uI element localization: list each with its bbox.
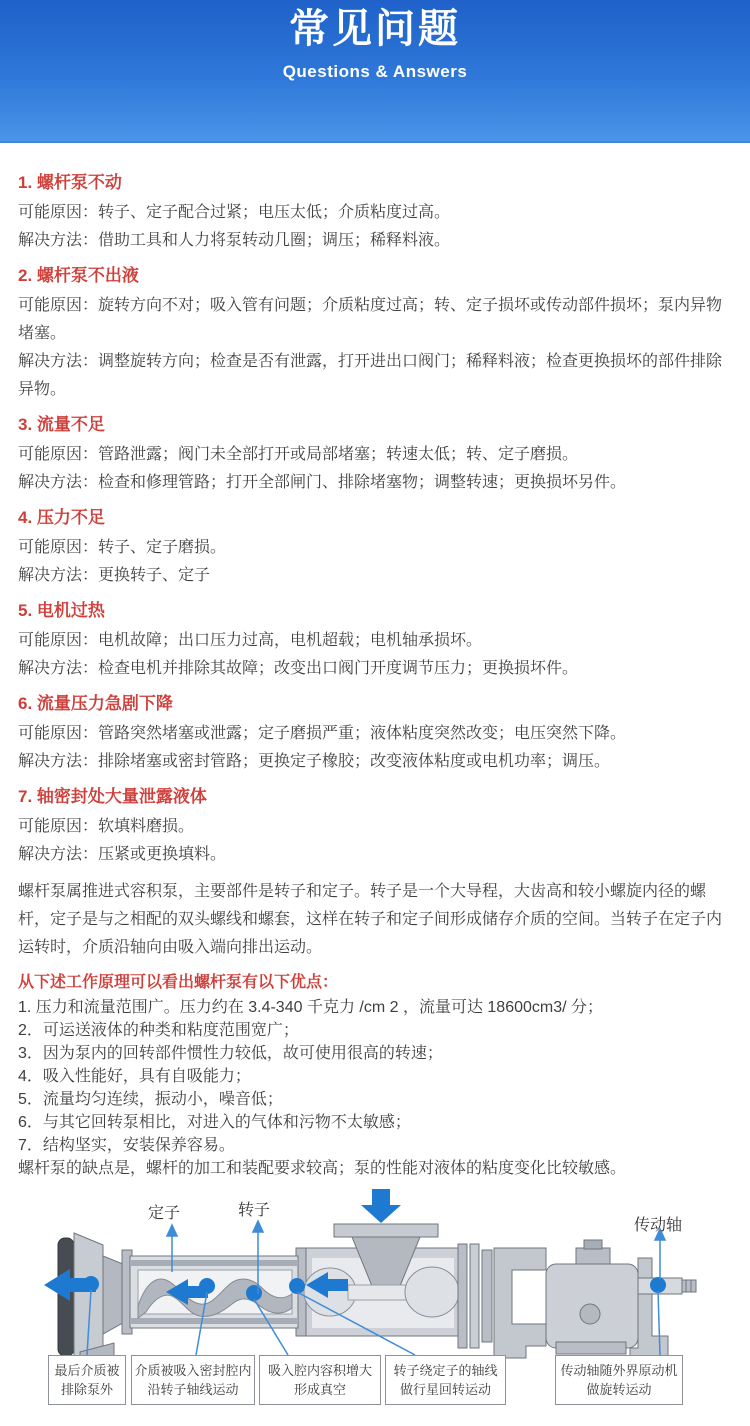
page-title: 常见问题 — [289, 7, 461, 51]
faq-heading: 5. 电机过热 — [18, 601, 105, 620]
advantage-item: 6．与其它回转泵相比，对进入的气体和污物不太敏感； — [18, 1114, 411, 1131]
drive-housing — [546, 1240, 668, 1356]
faq-cause: 可能原因：电机故障；出口压力过高，电机超载；电机轴承损坏。 — [18, 632, 483, 649]
advantages-block — [18, 972, 732, 1180]
advantages-drawback: 螺杆泵的缺点是，螺杆的加工和装配要求较高；泵的性能对液体的粘度变化比较敏感。 — [18, 1160, 627, 1177]
callout-line: 最后介质被 — [54, 1363, 120, 1378]
faq-section-4 — [18, 506, 732, 590]
advantages-heading: 从下述工作原理可以看出螺杆泵有以下优点： — [18, 974, 339, 991]
faq-section-6 — [18, 692, 732, 776]
page-header — [0, 0, 750, 143]
label-rotor: 转子 — [238, 1202, 271, 1219]
advantage-item: 4．吸入性能好，具有自吸能力； — [18, 1068, 251, 1085]
bearing-bracket — [458, 1244, 546, 1358]
faq-cause: 可能原因：转子、定子磨损。 — [18, 539, 227, 556]
faq-cause: 可能原因：转子、定子配合过紧；电压太低；介质粘度过高。 — [18, 204, 451, 221]
drive-shaft — [638, 1278, 696, 1294]
callout-drive-rotation — [555, 1355, 683, 1405]
advantage-item: 3．因为泵内的回转部件惯性力较低，故可使用很高的转速； — [18, 1045, 443, 1062]
callout-line: 介质被吸入密封腔内 — [134, 1363, 252, 1378]
faq-cause: 可能原因：管路突然堵塞或泄露；定子磨损严重；液体粘度突然改变；电压突然下降。 — [18, 725, 627, 742]
faq-solution: 解决方法：检查和修理管路；打开全部闸门、排除堵塞物；调整转速；更换损坏另件。 — [18, 474, 627, 491]
faq-solution: 解决方法：借助工具和人力将泵转动几圈；调压；稀释料液。 — [18, 232, 451, 249]
faq-section-3 — [18, 413, 732, 497]
faq-section-1 — [18, 171, 732, 255]
pump-diagram — [0, 1186, 750, 1426]
faq-solution: 解决方法：调整旋转方向；检查是否有泄露，打开进出口阀门；稀释料液；检查更换损坏的部件排除异物。 — [18, 353, 723, 398]
faq-solution: 解决方法：检查电机并排除其故障；改变出口阀门开度调节压力；更换损坏件。 — [18, 660, 579, 677]
callout-sealed-cavity — [131, 1355, 255, 1405]
inlet-down-arrow — [361, 1189, 401, 1223]
callout-line: 转子绕定子的轴线 — [393, 1363, 498, 1378]
callout-planetary-motion — [385, 1355, 506, 1405]
callout-line: 吸入腔内容积增大 — [267, 1363, 372, 1378]
advantage-item: 1. 压力和流量范围广。压力约在 3.4-340 千克力 /cm 2 ，流量可达 18600cm3/ 分； — [18, 999, 604, 1016]
faq-solution: 解决方法：更换转子、定子 — [18, 567, 211, 584]
faq-section-2 — [18, 264, 732, 404]
faq-cause: 可能原因：旋转方向不对；吸入管有问题；介质粘度过高；转、定子损坏或传动部件损坏；泵内异物堵塞。 — [18, 297, 723, 342]
callout-vacuum — [259, 1355, 381, 1405]
label-stator: 定子 — [148, 1205, 181, 1222]
description-paragraph: 螺杆泵属推进式容积泵，主要部件是转子和定子。转子是一个大导程，大齿高和较小螺旋内径的螺杆，定子是与之相配的双头螺线和螺套，这样在转子和定子间形成储存介质的空间。当转子在定子内运转时，介质沿轴向由吸入端向排出运动。 — [18, 883, 723, 956]
advantage-item: 5．流量均匀连续，振动小，噪音低； — [18, 1091, 283, 1108]
callout-line: 沿转子轴线运动 — [147, 1382, 239, 1397]
faq-heading: 1. 螺杆泵不动 — [18, 173, 122, 192]
callout-line: 做行星回转运动 — [399, 1382, 491, 1397]
faq-solution: 解决方法：排除堵塞或密封管路；更换定子橡胶；改变液体粘度或电机功率；调压。 — [18, 753, 611, 770]
faq-heading: 3. 流量不足 — [18, 415, 105, 434]
callout-line: 排除泵外 — [60, 1382, 113, 1397]
faq-heading: 4. 压力不足 — [18, 508, 105, 527]
faq-cause: 可能原因：软填料磨损。 — [18, 818, 195, 835]
content — [0, 143, 750, 1180]
callout-line: 传动轴随外界原动机 — [560, 1363, 678, 1378]
faq-section-5 — [18, 599, 732, 683]
faq-solution: 解决方法：压紧或更换填料。 — [18, 846, 227, 863]
advantage-item: 2．可运送液体的种类和粘度范围宽广； — [18, 1022, 299, 1039]
faq-cause: 可能原因：管路泄露；阀门未全部打开或局部堵塞；转速太低；转、定子磨损。 — [18, 446, 579, 463]
callout-line: 做旋转运动 — [586, 1382, 652, 1397]
faq-heading: 6. 流量压力急剧下降 — [18, 694, 173, 713]
page-subtitle: Questions & Answers — [282, 62, 468, 81]
label-drive-shaft: 传动轴 — [634, 1217, 683, 1234]
faq-section-7 — [18, 785, 732, 869]
callout-discharge — [48, 1355, 126, 1405]
faq-heading: 2. 螺杆泵不出液 — [18, 266, 139, 285]
advantage-item: 7．结构坚实，安装保养容易。 — [18, 1137, 235, 1154]
faq-heading: 7. 轴密封处大量泄露液体 — [18, 787, 207, 806]
callout-line: 形成真空 — [293, 1382, 346, 1397]
